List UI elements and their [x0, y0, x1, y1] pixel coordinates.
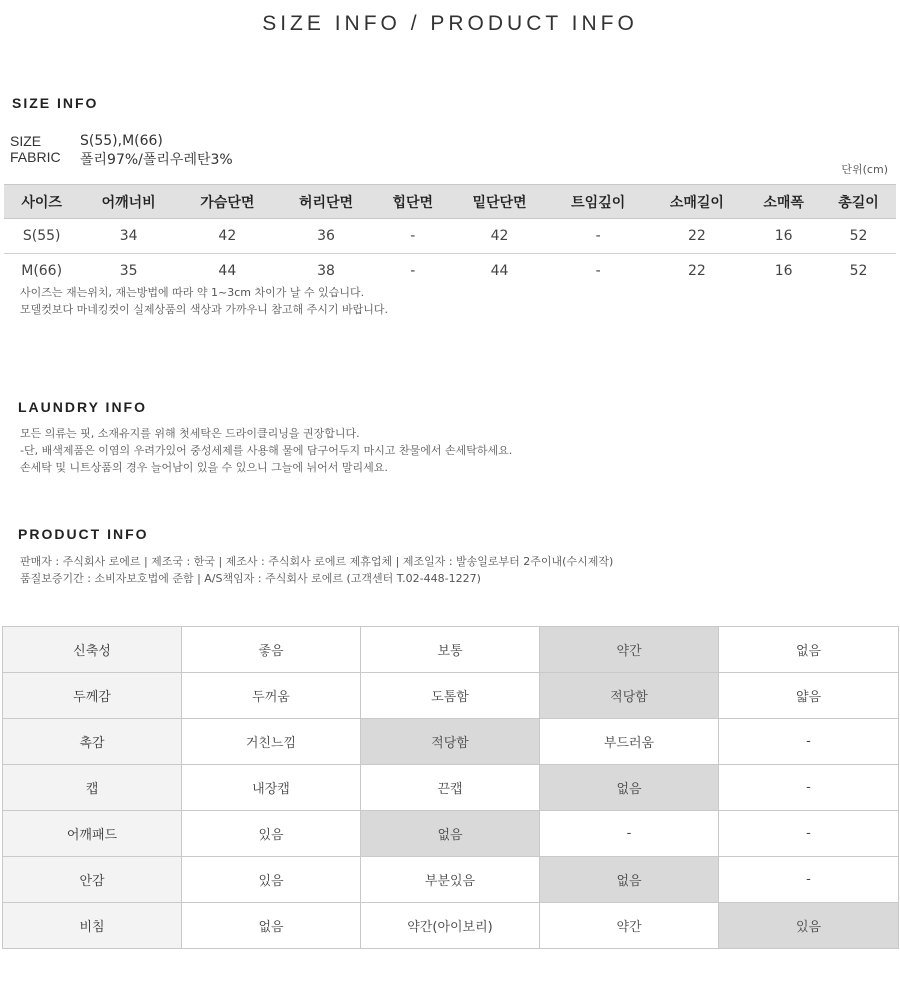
- property-label: 신축성: [3, 627, 182, 673]
- property-option-selected: 있음: [719, 903, 899, 949]
- size-table: [4, 184, 896, 288]
- table-row: [4, 254, 896, 289]
- property-option: -: [540, 811, 719, 857]
- properties-table: [2, 626, 899, 949]
- col-header: 사이즈: [4, 185, 79, 219]
- size-label: SIZE: [10, 133, 42, 149]
- col-header: 총길이: [821, 185, 896, 219]
- col-header: 허리단면: [277, 185, 376, 219]
- property-row: [3, 673, 899, 719]
- table-cell: 42: [178, 219, 277, 254]
- table-cell: 35: [119, 263, 138, 279]
- property-option: 좋음: [182, 627, 361, 673]
- property-option-selected: 없음: [361, 811, 540, 857]
- laundry-lines: [20, 425, 512, 476]
- table-cell: S(55): [4, 219, 79, 254]
- property-row: [3, 627, 899, 673]
- property-option: 도톰함: [361, 673, 540, 719]
- table-cell: 44: [490, 263, 509, 279]
- table-cell: 38: [317, 263, 335, 279]
- col-header: 소매폭: [746, 185, 821, 219]
- property-option: -: [719, 765, 899, 811]
- property-row: [3, 811, 899, 857]
- property-label: 어깨패드: [3, 811, 182, 857]
- property-row: [3, 857, 899, 903]
- col-header: 소매길이: [648, 185, 747, 219]
- property-option: 약간: [540, 903, 719, 949]
- property-option: 있음: [182, 811, 361, 857]
- table-cell: 52: [821, 219, 896, 254]
- property-option: -: [719, 811, 899, 857]
- property-option: 없음: [182, 903, 361, 949]
- fabric-value: 폴리97%/폴리우레탄3%: [80, 152, 233, 168]
- table-cell: 22: [648, 219, 747, 254]
- property-option: 두꺼움: [182, 673, 361, 719]
- property-label: 두께감: [3, 673, 182, 719]
- page-title: SIZE INFO / PRODUCT INFO: [262, 12, 638, 35]
- col-header: 밑단단면: [450, 185, 549, 219]
- property-option-selected: 없음: [540, 857, 719, 903]
- laundry-line: -단, 배색제품은 이염의 우려가있어 중성세제를 사용해 물에 담구어두지 마시고 찬물에서 손세탁하세요.: [20, 444, 513, 457]
- table-cell: -: [410, 263, 416, 279]
- property-option-selected: 없음: [540, 765, 719, 811]
- table-cell: 42: [450, 219, 549, 254]
- product-line: 품질보증기간 : 소비자보호법에 준함 | A/S책임자 : 주식회사 로에르 (고객센터 T.02-448-1227): [20, 572, 481, 585]
- table-cell: 22: [687, 263, 706, 279]
- property-option: 얇음: [719, 673, 899, 719]
- table-cell: 52: [849, 263, 868, 279]
- table-cell: -: [375, 219, 450, 254]
- product-line: 판매자 : 주식회사 로에르 | 제조국 : 한국 | 제조사 : 주식회사 로에르 제휴업체 | 제조일자 : 발송일로부터 2주이내(수시제작): [20, 555, 614, 568]
- property-option: 있음: [182, 857, 361, 903]
- property-option: 거친느낌: [182, 719, 361, 765]
- property-label: 비침: [3, 903, 182, 949]
- property-option: 내장캡: [182, 765, 361, 811]
- property-row: [3, 903, 899, 949]
- size-value: S(55),M(66): [80, 133, 163, 149]
- property-label: 안감: [3, 857, 182, 903]
- col-header: 힙단면: [375, 185, 450, 219]
- property-label: 캡: [3, 765, 182, 811]
- unit-label: 단위(cm): [841, 163, 888, 176]
- property-option: 부분있음: [361, 857, 540, 903]
- size-note: 모델컷보다 마네킹컷이 실제상품의 색상과 가까우니 참고해 주시기 바랍니다.: [20, 303, 389, 316]
- size-table-header-row: [4, 185, 896, 219]
- table-cell: M(66): [21, 263, 63, 279]
- property-option: 보통: [361, 627, 540, 673]
- laundry-line: 모든 의류는 핏, 소재유지를 위해 첫세탁은 드라이클리닝을 권장합니다.: [20, 427, 360, 440]
- size-info-heading: SIZE INFO: [12, 95, 99, 111]
- property-row: [3, 765, 899, 811]
- fabric-label: FABRIC: [10, 149, 61, 165]
- property-option-selected: 약간: [540, 627, 719, 673]
- size-note: 사이즈는 재는위치, 재는방법에 따라 약 1~3cm 차이가 날 수 있습니다.: [20, 286, 365, 299]
- property-option: -: [719, 719, 899, 765]
- property-option-selected: 적당함: [361, 719, 540, 765]
- property-option: 없음: [719, 627, 899, 673]
- laundry-info-heading: LAUNDRY INFO: [18, 399, 147, 415]
- table-cell: 16: [746, 219, 821, 254]
- table-cell: 16: [774, 263, 793, 279]
- property-option: -: [719, 857, 899, 903]
- property-row: [3, 719, 899, 765]
- col-header: 가슴단면: [178, 185, 277, 219]
- property-option-selected: 적당함: [540, 673, 719, 719]
- property-option: 부드러움: [540, 719, 719, 765]
- table-row: [4, 219, 896, 254]
- size-notes: [20, 284, 388, 318]
- product-lines: [20, 553, 613, 587]
- property-label: 촉감: [3, 719, 182, 765]
- property-option: 약간(아이보리): [361, 903, 540, 949]
- property-option: 끈캡: [361, 765, 540, 811]
- col-header: 어깨너비: [79, 185, 178, 219]
- table-cell: -: [549, 219, 648, 254]
- table-cell: 44: [218, 263, 237, 279]
- size-row: [10, 133, 163, 149]
- product-info-heading: PRODUCT INFO: [18, 526, 149, 542]
- laundry-line: 손세탁 및 니트상품의 경우 늘어남이 있을 수 있으니 그늘에 뉘어서 말리세요.: [20, 461, 388, 474]
- table-cell: 36: [277, 219, 376, 254]
- table-cell: -: [595, 263, 601, 279]
- col-header: 트임깊이: [549, 185, 648, 219]
- table-cell: 34: [79, 219, 178, 254]
- fabric-row: [10, 149, 233, 169]
